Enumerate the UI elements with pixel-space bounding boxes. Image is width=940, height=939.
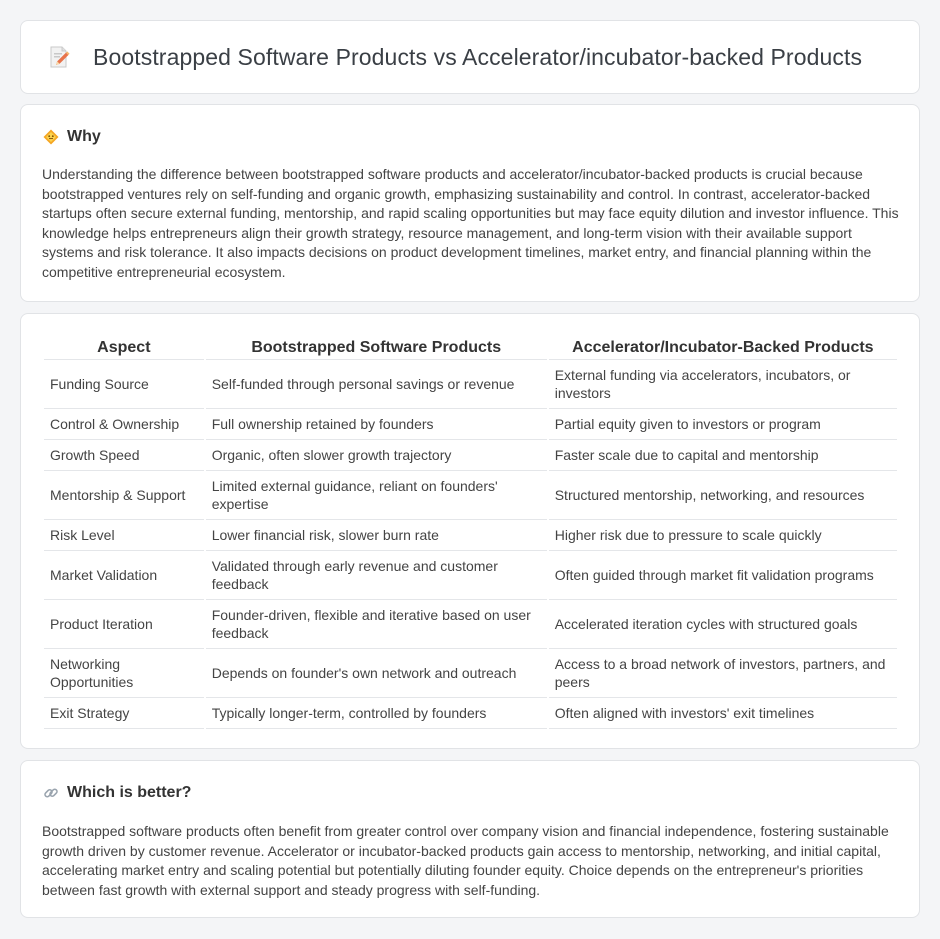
bootstrapped-cell: Full ownership retained by founders <box>206 409 547 440</box>
why-text: Understanding the difference between bootstrapped software products and accelerator/incubator-backed products is crucial because bootstrapped ventures rely on self-funding and organic growth, emphasizing sustainability and control. In contrast, accelerator-backed startups often secure external funding, mentorship, and rapid scaling opportunities but may face equity dilution and investor influence. This knowledge helps entrepreneurs align their growth strategy, resource management, and long-term vision with their available support systems and risk tolerance. It also impacts decisions on product development timelines, market entry, and financial planning within the competitive entrepreneurial ecosystem. <box>42 166 899 280</box>
bootstrapped-cell: Founder-driven, flexible and iterative based on user feedback <box>206 600 547 649</box>
why-title: Why <box>67 128 101 145</box>
aspect-cell: Mentorship & Support <box>44 471 204 520</box>
accelerator-cell: External funding via accelerators, incubators, or investors <box>549 360 897 409</box>
aspect-cell: Growth Speed <box>44 440 204 471</box>
accelerator-cell: Partial equity given to investors or program <box>549 409 897 440</box>
table-row <box>44 551 897 600</box>
bootstrapped-cell: Limited external guidance, reliant on founders' expertise <box>206 471 547 520</box>
bootstrapped-cell: Lower financial risk, slower burn rate <box>206 520 547 551</box>
table-row <box>44 471 897 520</box>
bootstrapped-cell: Organic, often slower growth trajectory <box>206 440 547 471</box>
table-row <box>44 649 897 698</box>
aspect-cell: Market Validation <box>44 551 204 600</box>
table-row <box>44 520 897 551</box>
accelerator-cell: Access to a broad network of investors, partners, and peers <box>549 649 897 698</box>
bootstrapped-cell: Self-funded through personal savings or revenue <box>206 360 547 409</box>
bootstrapped-cell: Typically longer-term, controlled by founders <box>206 698 547 729</box>
accelerator-cell: Often aligned with investors' exit timelines <box>549 698 897 729</box>
table-row <box>44 600 897 649</box>
bootstrapped-cell: Validated through early revenue and customer feedback <box>206 551 547 600</box>
aspect-cell: Exit Strategy <box>44 698 204 729</box>
comparison-section <box>20 313 920 749</box>
why-section <box>20 104 920 302</box>
diamond-warning-icon <box>43 129 59 145</box>
aspect-cell: Risk Level <box>44 520 204 551</box>
better-text: Bootstrapped software products often benefit from greater control over company vision and financial independence, fostering sustainable growth driven by customer revenue. Accelerator or incubator-backed products gain access to mentorship, networking, and initial capital, accelerating market entry and scaling potential but potentially diluting founder equity. Choice depends on the entrepreneur's priorities between fast growth with external support and steady progress with self-funding. <box>42 823 889 898</box>
table-row <box>44 698 897 729</box>
accelerator-cell: Higher risk due to pressure to scale quickly <box>549 520 897 551</box>
aspect-cell: Control & Ownership <box>44 409 204 440</box>
accelerator-cell: Often guided through market fit validation programs <box>549 551 897 600</box>
accelerator-cell: Structured mentorship, networking, and resources <box>549 471 897 520</box>
accelerator-cell: Accelerated iteration cycles with structured goals <box>549 600 897 649</box>
header-aspect: Aspect <box>44 336 204 360</box>
comparison-table <box>42 336 899 729</box>
aspect-cell: Networking Opportunities <box>44 649 204 698</box>
table-header-row <box>44 336 897 360</box>
document-pencil-icon <box>47 45 71 69</box>
table-row <box>44 440 897 471</box>
link-icon <box>43 785 59 801</box>
table-row <box>44 409 897 440</box>
table-row <box>44 360 897 409</box>
header-bootstrapped: Bootstrapped Software Products <box>206 336 547 360</box>
header-card <box>20 20 920 94</box>
aspect-cell: Product Iteration <box>44 600 204 649</box>
better-title: Which is better? <box>67 784 192 801</box>
page-title: Bootstrapped Software Products vs Accelerator/incubator-backed Products <box>93 43 863 70</box>
aspect-cell: Funding Source <box>44 360 204 409</box>
header-accelerator: Accelerator/Incubator-Backed Products <box>549 336 897 360</box>
accelerator-cell: Faster scale due to capital and mentorship <box>549 440 897 471</box>
bootstrapped-cell: Depends on founder's own network and outreach <box>206 649 547 698</box>
which-is-better-section <box>20 760 920 918</box>
